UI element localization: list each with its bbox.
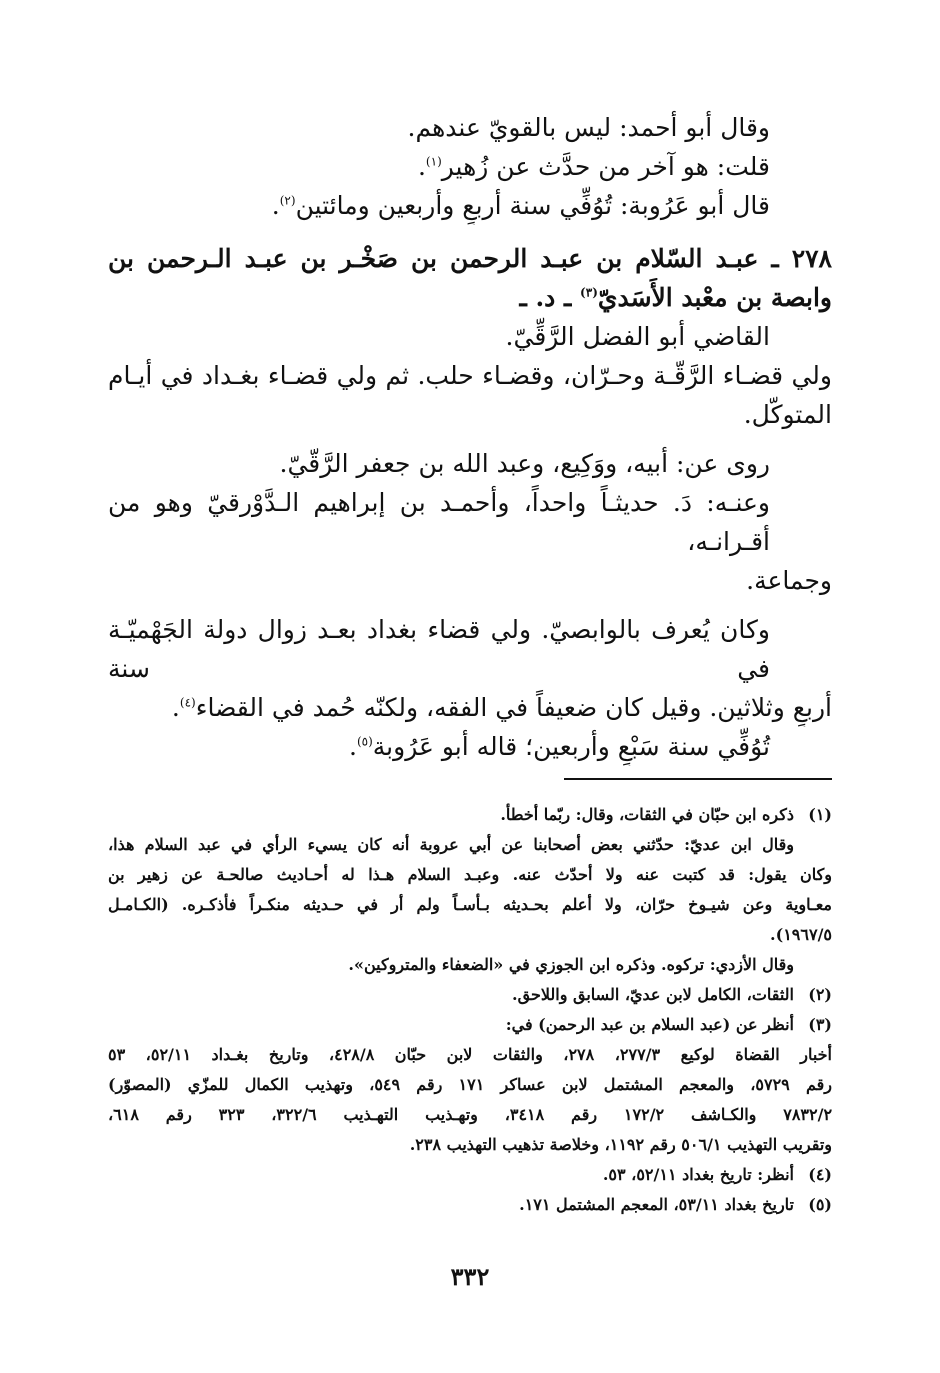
footnote-2 xyxy=(108,980,832,1010)
footnote-ref[interactable]: (٢) xyxy=(279,193,296,208)
footnote-number: (١) xyxy=(808,805,832,824)
footnote-number: (٥) xyxy=(808,1195,832,1214)
footnote-text: ٧٨٣٢/٢ والكـاشف ١٧٢/٢ رقم ٣٤١٨، وتهـذيب التهـذيب ٣٢٢/٦، ٣٢٣ رقم ٦١٨، xyxy=(108,1105,832,1124)
footnote-number: (٤) xyxy=(808,1165,832,1184)
footnote-text: وقال ابن عديّ: حدّثني بعض أصحابنا عن أبي عروبة أنه كان يسيء الرأي في عبد السلام هذا، xyxy=(108,835,794,854)
footnote-text: أنظر: تاريخ بغداد ٥٢/١١، ٥٣. xyxy=(602,1165,794,1184)
text-line: ولي قضـاء الرَّقّـة وحـرّان، وقضـاء حلب. ثم ولي قضـاء بغـداد في أيـام xyxy=(108,361,832,390)
footnote-separator xyxy=(564,778,832,780)
text-line: أربعٍ وثلاثين. وقيل كان ضعيفاً في الفقه، ولكنّه حُمد في القضاء$^{(٤)}$. xyxy=(171,693,832,722)
footnote-text: وكان يقول: قد كتبت عنه ولا أحدّث عنه. وعبـد السلام هـذا له أحـاديث صالحـة عن زهير بن xyxy=(108,865,832,884)
footnote-5 xyxy=(108,1190,832,1220)
footnote-text: وقال الأزدي: تركوه. وذكره ابن الجوزي في «الضعفاء والمتروكين». xyxy=(348,955,794,974)
text-line: وعنـه: دَ. حديثـاً واحداً، وأحمـد بن إبراهيم الـدَّوْرقيّ وهو من أقـرانـه، xyxy=(108,488,770,556)
text-line: القاضي أبو الفضل الرَّقِّيّ. xyxy=(505,322,770,351)
text-line: المتوكّل. xyxy=(743,400,832,429)
text-line: وقال أبو أحمد: ليس بالقويّ عندهم. xyxy=(407,113,770,142)
entry-heading: ٢٧٨ ـ عبـد السّلام بن عبـد الرحمن بن صَخْـر بن عبـد الـرحمن بن xyxy=(108,244,832,273)
footnote-text: أنظر عن (عبد السلام بن عبد الرحمن) في: xyxy=(505,1015,794,1034)
footnote-number: (٢) xyxy=(808,985,832,1004)
text-line: وكان يُعرف بالوابصيّ. ولي قضاء بغداد بعـد زوال دولة الجَهْميّـة في سنة xyxy=(108,615,770,683)
footnote-text: أخبار القضاة لوكيع ٢٧٧/٣، ٢٧٨، والثقات لابن حبّان ٤٢٨/٨، وتاريخ بغـداد ٥٢/١١، ٥٣ xyxy=(108,1045,832,1064)
text-line: وجماعة. xyxy=(746,566,832,595)
footnote-ref[interactable]: (٣) xyxy=(580,285,598,300)
footnote-ref[interactable]: (٥) xyxy=(356,734,373,749)
text-line: قال أبو عَرُوبة: تُوُفِّي سنة أربعٍ وأربعين ومائتين$^{(٢)}$. xyxy=(271,191,770,220)
text-line: قلت: هو آخر من حدَّث عن زُهير$^{(١)}$. xyxy=(417,152,770,181)
footnote-4 xyxy=(108,1160,832,1190)
footnote-1 xyxy=(108,800,832,830)
footnote-text: تاريخ بغداد ٥٣/١١، المعجم المشتمل ١٧١. xyxy=(519,1195,794,1214)
footnote-text: معـاوية وعن شيـوخ حرّان، ولا أعلم بحـديثه بـأسـاً ولم أر في حـديثه منكـراً فأذكـره. (الكـامـل xyxy=(108,895,832,914)
entry-heading-cont: وابصة بن معْبد الأَسَديّ$^{(٣)}$ ـ د. ـ xyxy=(519,283,832,312)
text-line: تُوُفِّي سنة سَبْعٍ وأربعين؛ قاله أبو عَرُوبة$^{(٥)}$. xyxy=(349,732,770,761)
footnote-3 xyxy=(108,1010,832,1040)
footnote-number: (٣) xyxy=(808,1015,832,1034)
text-line: روى عن: أبيه، ووَكِيع، وعبد الله بن جعفر الرَّقّيّ. xyxy=(279,449,770,478)
footnote-text: رقم ٥٧٢٩، والمعجم المشتمل لابن عساكر ١٧١ رقم ٥٤٩، وتهذيب الكمال للمزّي (المصوّر) xyxy=(108,1075,832,1094)
footnote-text: وتقريب التهذيب ٥٠٦/١ رقم ١١٩٢، وخلاصة تذهيب التهذيب ٢٣٨. xyxy=(409,1135,832,1154)
footnotes xyxy=(108,800,832,1220)
footnote-ref[interactable]: (١) xyxy=(425,154,442,169)
footnote-text: الثقات، الكامل لابن عديّ، السابق واللاحق. xyxy=(512,985,794,1004)
footnote-ref[interactable]: (٤) xyxy=(179,695,196,710)
page-number: ٣٣٢ xyxy=(450,1262,490,1291)
footnote-text: ١٩٦٧/٥). xyxy=(770,925,832,944)
main-text xyxy=(108,108,832,766)
footnote-text: ذكره ابن حبّان في الثقات، وقال: ربّما أخطأ. xyxy=(500,805,794,824)
